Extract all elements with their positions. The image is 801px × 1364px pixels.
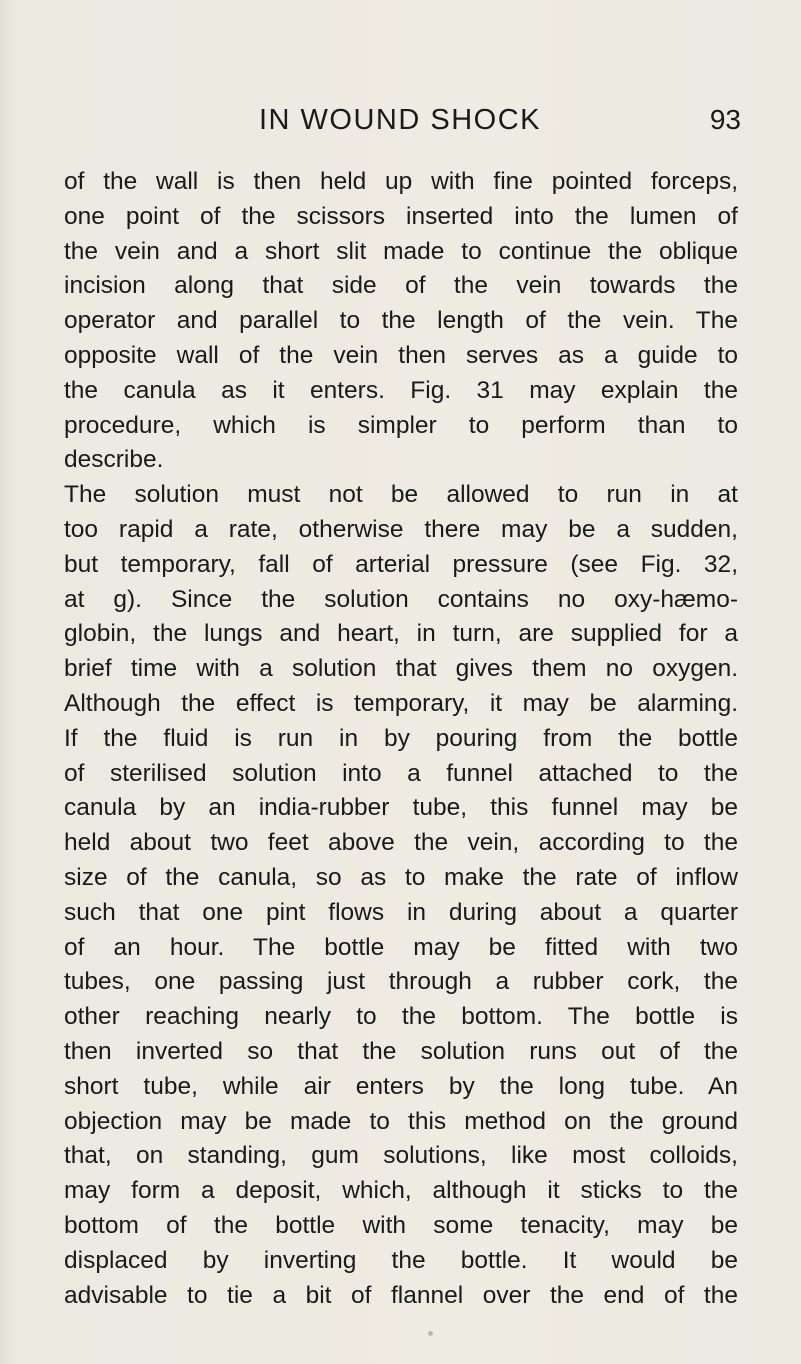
text-line: of sterilised solution into a funnel attached to the bbox=[64, 759, 738, 787]
text-line: objection may be made to this method on the ground bbox=[64, 1107, 738, 1135]
text-line: of the wall is then held up with fine pointed forceps, bbox=[64, 168, 738, 195]
text-line: tubes, one passing just through a rubber cork, the bbox=[64, 968, 738, 996]
page-number: 93 bbox=[709, 104, 741, 135]
text-line: incision along that side of the vein towards the bbox=[64, 272, 738, 300]
text-line: advisable to tie a bit of flannel over the end of the bbox=[64, 1281, 738, 1309]
text-line: displaced by inverting the bottle. It would be bbox=[64, 1246, 738, 1274]
text-line: but temporary, fall of arterial pressure (see Fig. 32, bbox=[64, 550, 738, 578]
text-line: canula by an india-rubber tube, this funnel may be bbox=[64, 794, 738, 822]
text-line: operator and parallel to the length of the vein. The bbox=[64, 307, 738, 335]
text-line: at g). Since the solution contains no oxy-hæmo- bbox=[64, 585, 738, 613]
running-head bbox=[0, 100, 801, 140]
text-line: size of the canula, so as to make the rate of inflow bbox=[64, 863, 738, 891]
body-text bbox=[64, 165, 738, 1313]
text-line: too rapid a rate, otherwise there may be a sudden, bbox=[64, 515, 738, 543]
paper-speck bbox=[428, 1331, 433, 1336]
text-line: opposite wall of the vein then serves as a guide to bbox=[64, 341, 738, 369]
text-line: such that one pint flows in during about a quarter bbox=[64, 898, 738, 926]
text-line: bottom of the bottle with some tenacity, may be bbox=[64, 1211, 738, 1239]
text-line: held about two feet above the vein, according to the bbox=[64, 829, 738, 857]
text-line: other reaching nearly to the bottom. The bottle is bbox=[64, 1003, 738, 1031]
running-title: IN WOUND SHOCK bbox=[259, 104, 541, 136]
text-line: the canula as it enters. Fig. 31 may explain the bbox=[64, 376, 738, 404]
text-line: procedure, which is simpler to perform than to bbox=[64, 411, 738, 439]
text-line: then inverted so that the solution runs out of the bbox=[64, 1037, 738, 1065]
text-line: globin, the lungs and heart, in turn, are supplied for a bbox=[64, 620, 738, 648]
text-line: describe. bbox=[64, 446, 164, 474]
text-line: Although the effect is temporary, it may be alarming. bbox=[64, 689, 738, 717]
text-line: short tube, while air enters by the long tube. An bbox=[64, 1072, 738, 1100]
text-line: one point of the scissors inserted into the lumen of bbox=[64, 202, 738, 230]
text-line: If the fluid is run in by pouring from the bottle bbox=[64, 724, 738, 752]
text-line: may form a deposit, which, although it sticks to the bbox=[64, 1177, 738, 1205]
text-line: brief time with a solution that gives them no oxygen. bbox=[64, 655, 738, 683]
text-line: The solution must not be allowed to run in at bbox=[64, 481, 738, 509]
text-line: the vein and a short slit made to continue the oblique bbox=[64, 237, 738, 265]
text-line: of an hour. The bottle may be fitted with two bbox=[64, 933, 738, 961]
text-line: that, on standing, gum solutions, like most colloids, bbox=[64, 1142, 738, 1170]
